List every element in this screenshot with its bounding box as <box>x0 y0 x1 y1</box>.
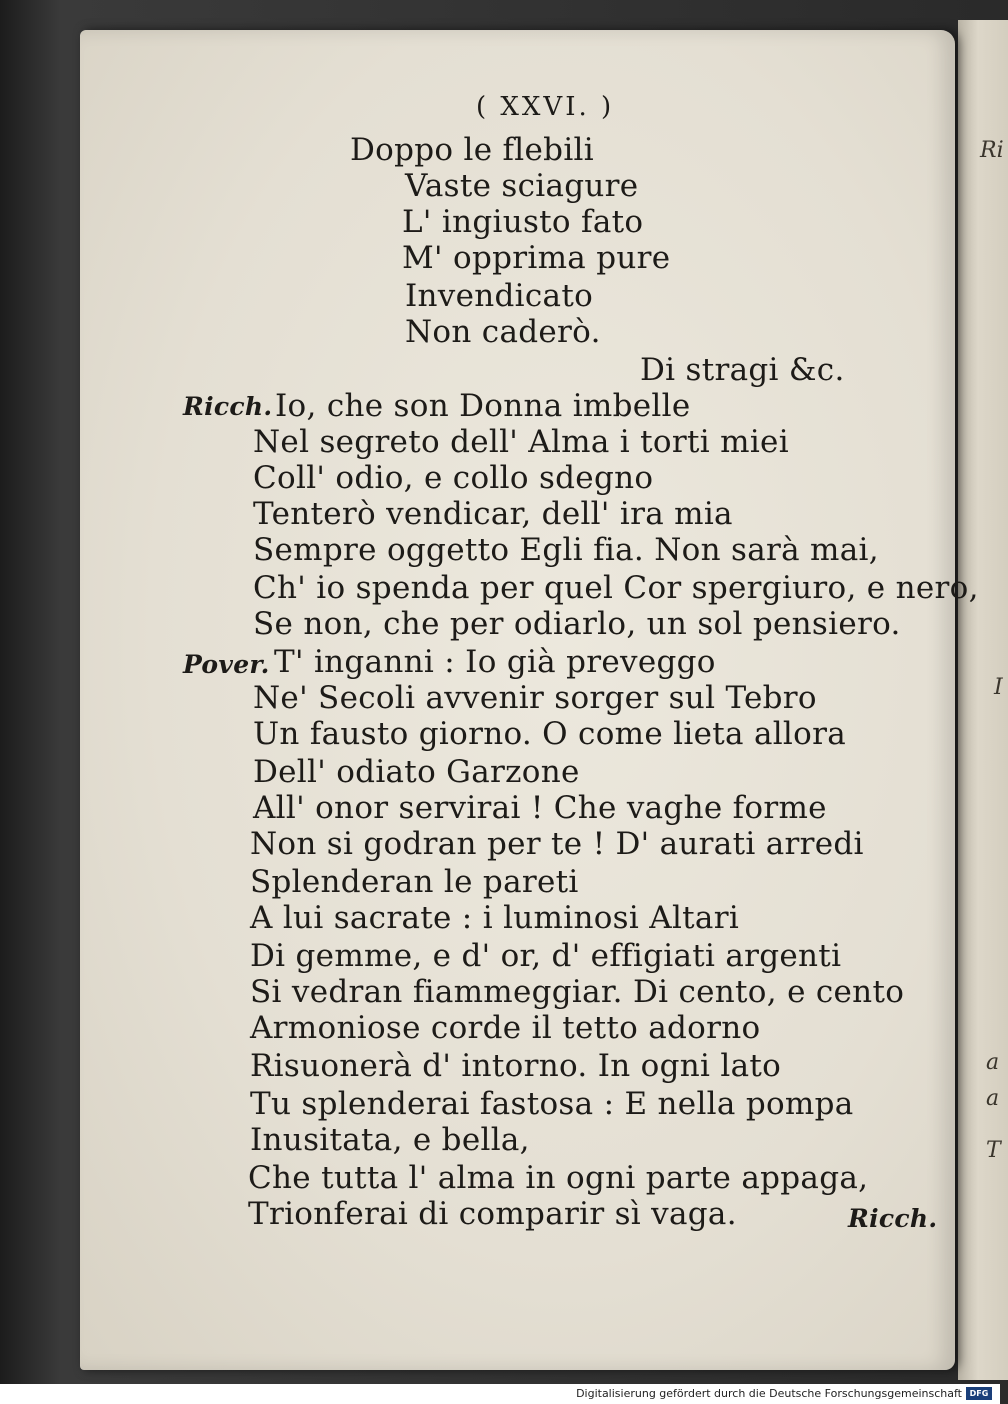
verse-line: Ne' Secoli avvenir sorger sul Tebro <box>253 680 817 716</box>
verse-line: Un fausto giorno. O come lieta allora <box>253 716 847 752</box>
verse-line: A lui sacrate : i luminosi Altari <box>250 900 740 936</box>
verse-line: Io, che son Donna imbelle <box>275 388 691 424</box>
aria-line: L' ingiusto fato <box>402 204 644 240</box>
aria-line: Invendicato <box>405 278 594 314</box>
page-number-header: ( XXVI. ) <box>476 92 615 122</box>
aria-line: M' opprima pure <box>402 240 671 276</box>
verse-line: Risuonerà d' intorno. In ogni lato <box>250 1048 782 1084</box>
verse-line: Inusitata, e bella, <box>250 1122 530 1158</box>
verse-line: T' inganni : Io già preveggo <box>274 644 716 680</box>
facing-page-fragment: T <box>986 1138 1001 1163</box>
aria-line: Non caderò. <box>405 314 601 350</box>
verse-line: Che tutta l' alma in ogni parte appaga, <box>248 1160 869 1196</box>
verse-line: Trionferai di comparir sì vaga. <box>248 1196 737 1232</box>
verse-line: Dell' odiato Garzone <box>253 754 580 790</box>
verse-line: Armoniose corde il tetto adorno <box>250 1010 761 1046</box>
verse-line: Tu splenderai fastosa : E nella pompa <box>250 1086 854 1122</box>
footer-credit: Digitalisierung gefördert durch die Deutsche Forschungsgemeinschaft <box>576 1387 962 1400</box>
facing-page-fragment: a <box>986 1050 1000 1075</box>
speaker-label: Ricch. <box>183 392 273 421</box>
speaker-label: Pover. <box>183 650 270 679</box>
aria-da-capo: Di stragi &c. <box>640 352 845 388</box>
verse-line: Nel segreto dell' Alma i torti miei <box>253 424 789 460</box>
verse-line: Sempre oggetto Egli fia. Non sarà mai, <box>253 532 879 568</box>
digitization-footer <box>0 1384 1000 1404</box>
verse-line: Ch' io spenda per quel Cor spergiuro, e nero, <box>253 570 979 606</box>
aria-line: Doppo le flebili <box>350 132 594 168</box>
verse-line: All' onor servirai ! Che vaghe forme <box>253 790 827 826</box>
aria-line: Vaste sciagure <box>405 168 639 204</box>
verse-line: Splenderan le pareti <box>250 864 579 900</box>
verse-line: Si vedran fiammeggiar. Di cento, e cento <box>250 974 905 1010</box>
dfg-logo: DFG <box>966 1387 992 1400</box>
verse-line: Non si godran per te ! D' aurati arredi <box>250 826 864 862</box>
facing-page-edge <box>958 20 1008 1380</box>
verse-line: Se non, che per odiarlo, un sol pensiero. <box>253 606 901 642</box>
verse-line: Tenterò vendicar, dell' ira mia <box>253 496 733 532</box>
catchword: Ricch. <box>848 1204 938 1233</box>
facing-page-fragment: I <box>994 675 1003 700</box>
facing-page-fragment: a <box>986 1086 1000 1111</box>
verse-line: Coll' odio, e collo sdegno <box>253 460 654 496</box>
verse-line: Di gemme, e d' or, d' effigiati argenti <box>250 938 842 974</box>
facing-page-fragment: Ri <box>980 138 1004 163</box>
